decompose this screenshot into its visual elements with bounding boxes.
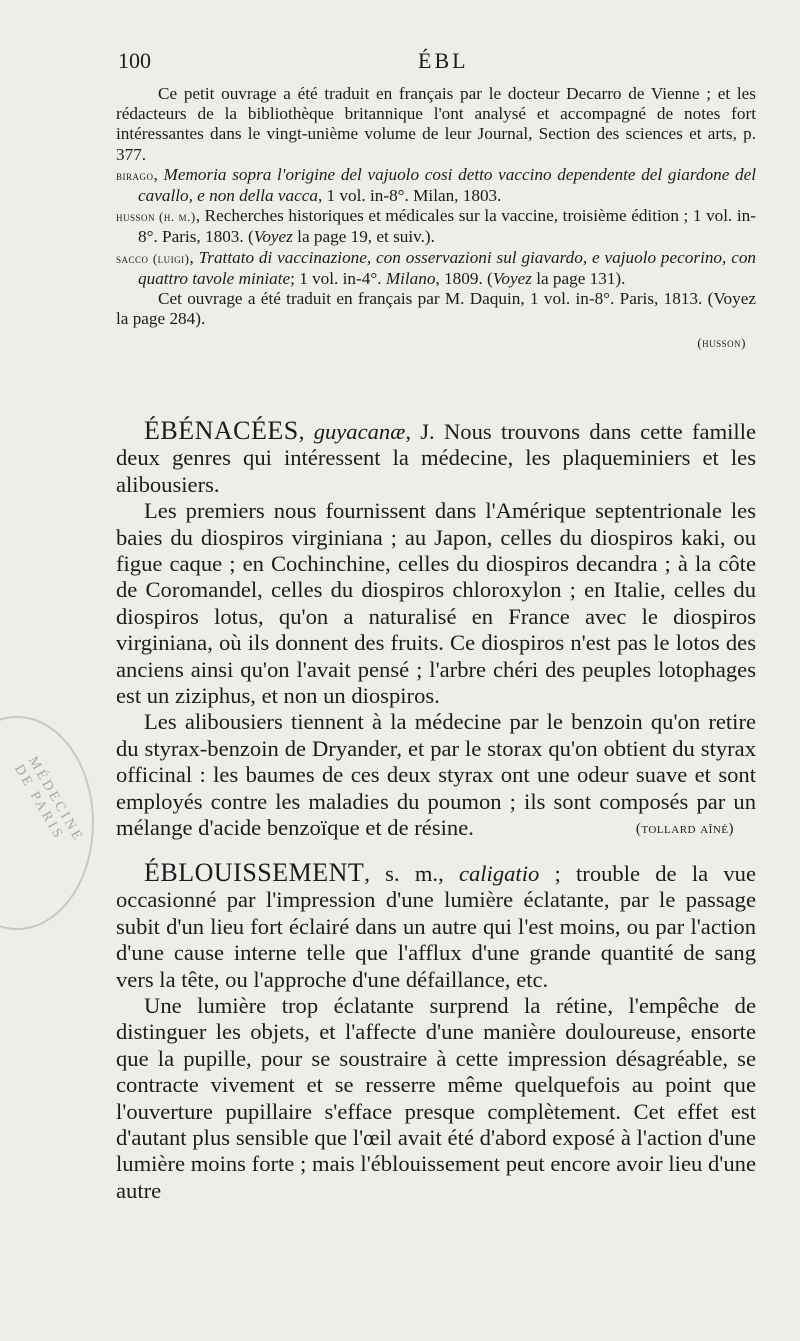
entry-latin-name: guyacanæ [313, 419, 406, 444]
entry-intro-text: ; trouble de la vue occasionné par l'impression d'une lumière éclatante, par le passage subit d'un lieu fort éclairé dans un autre qui l'est moins, ou par l'action d'une cause interne telle que l'afflux d'une grande quantité de sang vers la tête, ou l'approche d'une défaillance, etc. [116, 861, 756, 992]
reference-details: , 1 vol. in-8°. Milan, 1803. [317, 186, 502, 206]
page-header [118, 48, 758, 78]
entry-headword: ÉBÉNACÉES [144, 416, 299, 445]
running-head: ÉBL [418, 48, 469, 73]
stamp-text: MÉDECINE DE PARIS [11, 754, 87, 846]
reference-title: Trattato di vaccinazione, con osservazioni sul giavardo, e vajuolo pecorino, con quattro tavole miniate [138, 247, 757, 288]
reference-place: Milano [385, 268, 436, 288]
paragraph-plaqueminiers: Les premiers nous fournissent dans l'Amérique septentrionale les baies du diospiros virginiana ; au Japon, celles du diospiros kaki, ou figue caque ; en Cochinchine, celles du diospiros decandra ; à la côte de Coromandel, celles du diospiros chloroxylon ; en Italie, celles du diospiros lotus, qu'on a naturalisé en France avec le diospiros virginiana, où ils donnent des fruits. Ce diospiros n'est pas le lotos des anciens ainsi qu'on l'avait pensé ; l'arbre chéri des peuples lotophages est un ziziphus, et non un diospiros. [116, 498, 756, 709]
reference-title: Memoria sopra l'origine del vajuolo cosi detto vaccino dependente del giardone del cavallo, e non della vacca [138, 164, 756, 206]
entry-ebenacees [116, 418, 756, 842]
entry-eblouissement [116, 860, 756, 1204]
entry-latin-name: caligatio [458, 861, 540, 886]
reference-year: , 1809. ( [435, 268, 493, 288]
reference-author: husson (h. m.) [116, 209, 196, 225]
page-number: 100 [118, 48, 151, 73]
entry-intro [116, 860, 756, 993]
author-signature: (husson) [697, 335, 746, 351]
entry-grammar: , s. m., [364, 861, 459, 886]
reference-author: sacco (luigi) [116, 250, 190, 266]
library-stamp [0, 716, 94, 930]
paragraph-alibousiers: Les alibousiers tiennent à la médecine par le benzoin qu'on retire du styrax-benzoin de Dryander, et par le storax qu'on obtient du styrax officinal : les baumes de ces deux styrax ont une odeur suave et sont employés contre les maladies du poumon ; ils sont composés par un mélange d'acide benzoïque et de résine. [116, 709, 756, 841]
entry-headword: ÉBLOUISSEMENT [144, 858, 365, 887]
reference-details: , Recherches historiques et médicales sur la vaccine, troisième édition ; 1 vol. in-8°. Paris, 1803. ( [138, 206, 756, 247]
reference-page: la page 131). [531, 268, 626, 288]
translation-note: Ce petit ouvrage a été traduit en français par le docteur Decarro de Vienne ; et les rédacteurs de la bibliothèque britannique l'ont analysé et accompagné de notes fort intéressantes dans le vingt-unième volume de leur Journal, Section des sciences et arts, p. 377. [116, 84, 756, 164]
reference-voyez: Voyez [253, 227, 293, 247]
entry-intro: ÉBÉNACÉES, guyacanæ, J. Nous trouvons dans cette famille deux genres qui intéressent la médecine, les plaqueminiers et les alibousiers. [116, 416, 756, 497]
reference-birago: birago, Memoria sopra l'origine del vajuolo cosi detto vaccino dependente del giardone del cavallo, e non della vacca, 1 vol. in-8°. Milan, 1803. [116, 164, 756, 206]
reference-author: birago [116, 167, 154, 183]
paragraph-lumiere: Une lumière trop éclatante surprend la rétine, l'empêche de distinguer les objets, et l'affecte d'une manière douloureuse, ensorte que la pupille, pour se soustraire à cette impression désagréable, se contracte vivement et se resserre même quelquefois au point que l'ouverture pupillaire s'efface presque complètement. Cet effet est d'autant plus sensible que l'œil avait été d'abord exposé à l'action d'une lumière moins forte ; mais l'éblouissement peut encore avoir lieu d'une autre [116, 993, 756, 1203]
reference-husson [116, 206, 756, 247]
author-signature: (tollard aîné) [635, 820, 734, 837]
translation-note-2: Cet ouvrage a été traduit en français par M. Daquin, 1 vol. in-8°. Paris, 1813. (Voyez la page 284). [116, 289, 756, 329]
reference-details: ; 1 vol. in-4°. [290, 268, 386, 288]
reference-page: la page 19, et suiv.). [292, 227, 435, 247]
entry-intro-text: , J. Nous trouvons dans cette famille deux genres qui intéressent la médecine, les plaqueminiers et les alibousiers. [116, 419, 756, 497]
husson-bibliography [116, 84, 756, 354]
reference-sacco: sacco (luigi), Trattato di vaccinazione, con osservazioni sul giavardo, e vajuolo pecorino, con quattro tavole miniate; 1 vol. in-4°. Milano, 1809. (Voyez la page 131). [116, 247, 757, 288]
reference-voyez: Voyez [492, 268, 532, 288]
